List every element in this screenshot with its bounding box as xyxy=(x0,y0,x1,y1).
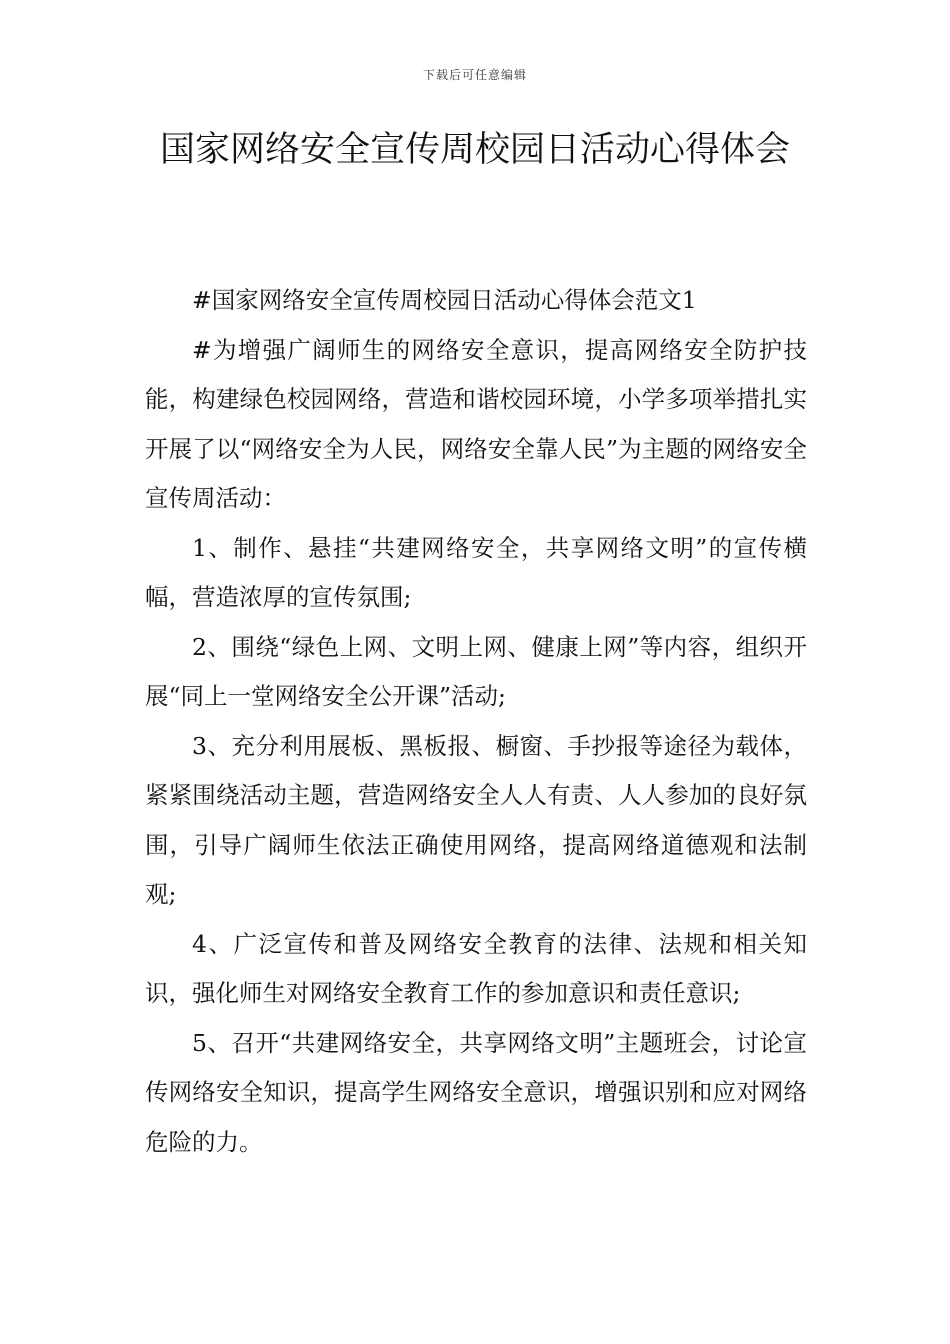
paragraph-item-1: 1、制作、悬挂“共建网络安全，共享网络文明”的宣传横幅，营造浓厚的宣传氛围; xyxy=(145,533,807,611)
paragraph-intro: #为增强广阔师生的网络安全意识，提高网络安全防护技能，构建绿色校园网络，营造和谐校园环境，小学多项举措扎实开展了以“网络安全为人民，网络安全靠人民”为主题的网络安全宣传周活动： xyxy=(145,335,807,512)
paragraph-item-2: 2、围绕“绿色上网、文明上网、健康上网”等内容，组织开展“同上一堂网络安全公开课”活动; xyxy=(145,632,807,710)
paragraph-heading: #国家网络安全宣传周校园日活动心得体会范文1 xyxy=(192,286,697,314)
paragraph-item-5: 5、召开“共建网络安全，共享网络文明”主题班会，讨论宣传网络安全知识，提高学生网络安全意识，增强识别和应对网络危险的力。 xyxy=(145,1028,807,1156)
header-note: 下载后可任意编辑 xyxy=(422,68,527,82)
paragraph-item-4: 4、广泛宣传和普及网络安全教育的法律、法规和相关知识，强化师生对网络安全教育工作的参加意识和责任意识; xyxy=(145,929,807,1007)
document-body xyxy=(145,276,807,1167)
paragraph-item-3: 3、充分利用展板、黑板报、橱窗、手抄报等途径为载体，紧紧围绕活动主题，营造网络安全人人有责、人人参加的良好氛围，引导广阔师生依法正确使用网络，提高网络道德观和法制观; xyxy=(145,731,807,908)
document-title: 国家网络安全宣传周校园日活动心得体会 xyxy=(159,130,790,170)
